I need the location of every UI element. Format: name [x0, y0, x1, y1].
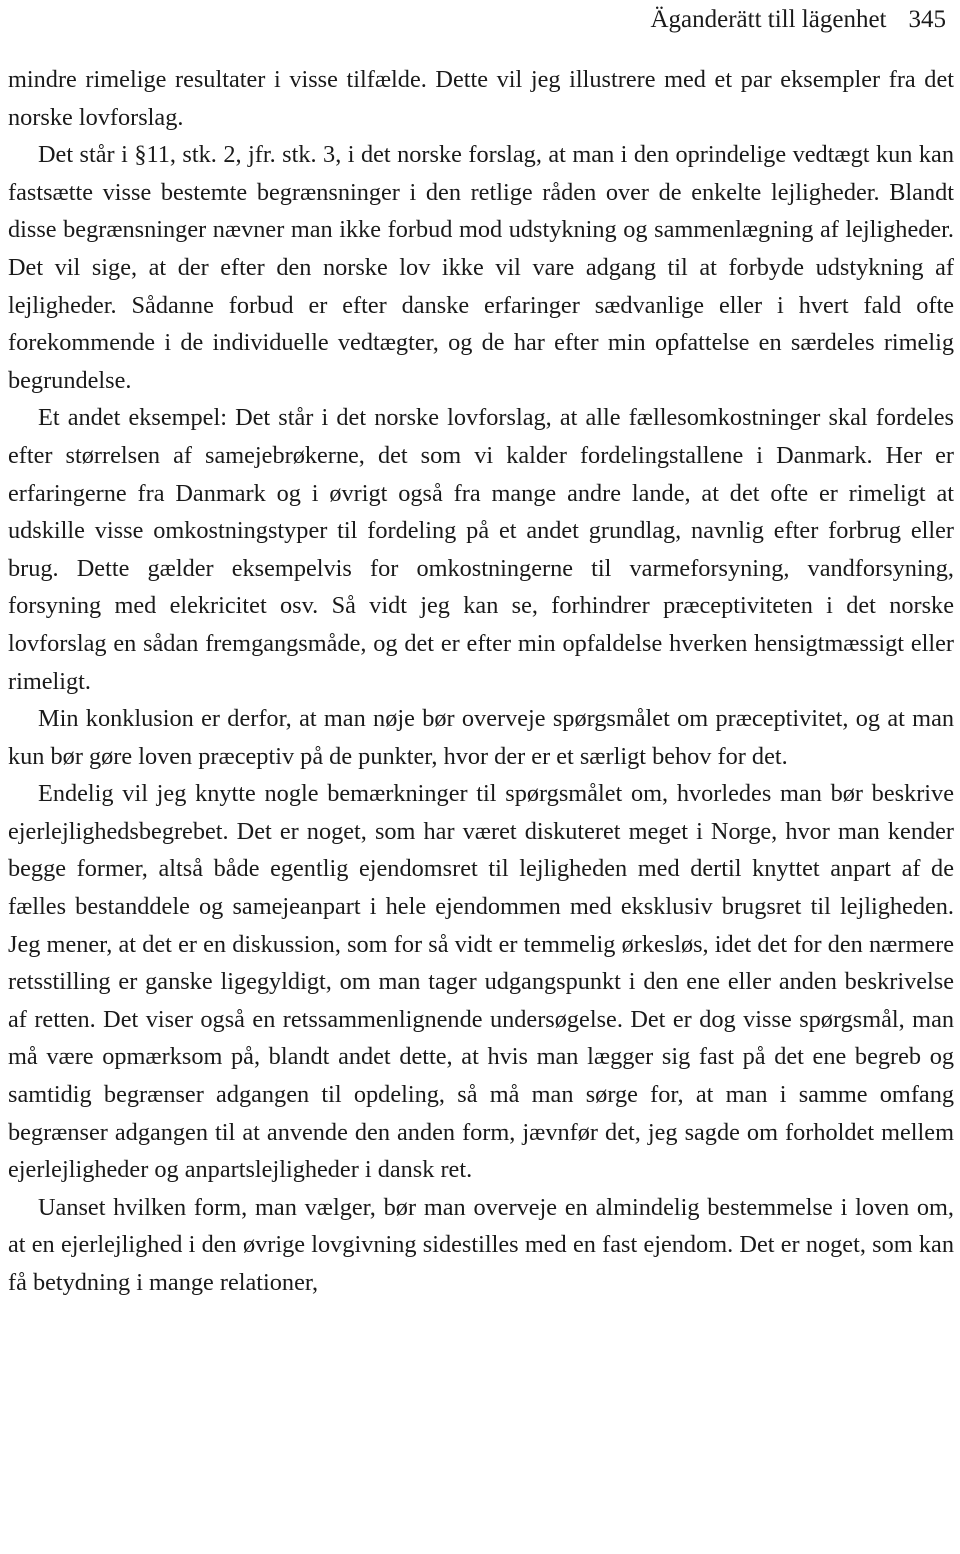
- paragraph: Uanset hvilken form, man vælger, bør man overveje en almindelig bestemmelse i loven om, at en ejerlejlighed i den øvrige lovgivning sidestilles med en fast ejendom. Det er noget, som kan få betydning i mange relationer,: [8, 1193, 954, 1296]
- running-header: [650, 2, 946, 38]
- body-text: [8, 61, 954, 1302]
- running-title: Äganderätt till lägenhet: [650, 6, 887, 33]
- paragraph: Et andet eksempel: Det står i det norske lovforslag, at alle fællesomkostninger skal fordeles efter størrelsen af samejebrøkerne, det som vi kalder fordelingstallene i Danmark. Her er erfaringerne fra Danmark og i øvrigt også fra mange andre lande, at det ofte er rimeligt at udskille visse omkostningstyper til fordeling på et andet grundlag, navnlig efter forbrug eller brug. Dette gælder eksempelvis for omkostningerne til varmeforsyning, vandforsyning, forsyning med elekricitet osv. Så vidt jeg kan se, forhindrer præceptiviteten i det norske lovforslag en sådan fremgangsmåde, og det er efter min opfaldelse hverken hensigtmæssigt eller rimeligt.: [8, 404, 954, 695]
- paragraph: Min konklusion er derfor, at man nøje bør overveje spørgsmålet om præceptivitet, og at man kun bør gøre loven præceptiv på de punkter, hvor der er et særligt behov for det.: [8, 705, 954, 770]
- paragraph: Det står i §11, stk. 2, jfr. stk. 3, i det norske forslag, at man i den oprindelige vedtægt kun kan fastsætte visse bestemte begrænsninger i den retlige råden over de enkelte lejligheder. Blandt disse begrænsninger nævner man ikke forbud mod udstykning og sammenlægning af lejligheder. Det vil sige, at der efter den norske lov ikke vil vare adgang til at forbyde udstykning af lejligheder. Sådanne forbud er efter danske erfaringer sædvanlige eller i hvert fald ofte forekommende i de individuelle vedtægter, og de har efter min opfattelse en særdeles rimelig begrundelse.: [8, 141, 954, 394]
- paragraph-continuation: mindre rimelige resultater i visse tilfælde. Dette vil jeg illustrere med et par eksempler fra det norske lovforslag.: [8, 66, 954, 131]
- paragraph: Endelig vil jeg knytte nogle bemærkninger til spørgsmålet om, hvorledes man bør beskrive ejerlejlighedsbegrebet. Det er noget, som har været diskuteret meget i Norge, hvor man kender begge former, altså både egentlig ejendomsret til lejligheden med dertil knyttet anpart af de fælles bestanddele og samejeanpart i hele ejendommen med eksklusiv brugsret til lejligheden. Jeg mener, at det er en diskussion, som for så vidt er temmelig ørkesløs, idet det for den nærmere retsstilling er ganske ligegyldigt, om man tager udgangspunkt i den ene eller anden beskrivelse af retten. Det viser også en retssammenlignende undersøgelse. Det er dog visse spørgsmål, man må være opmærksom på, blandt andet dette, at hvis man lægger sig fast på det ene begreb og samtidig begrænser adgangen til opdeling, så må man sørge for, at man i samme omfang begrænser adgangen til at anvende den anden form, jævnfør det, jeg sagde om forholdet mellem ejerlejligheder og anpartslejligheder i dansk ret.: [8, 780, 954, 1184]
- page-number: 345: [908, 6, 946, 33]
